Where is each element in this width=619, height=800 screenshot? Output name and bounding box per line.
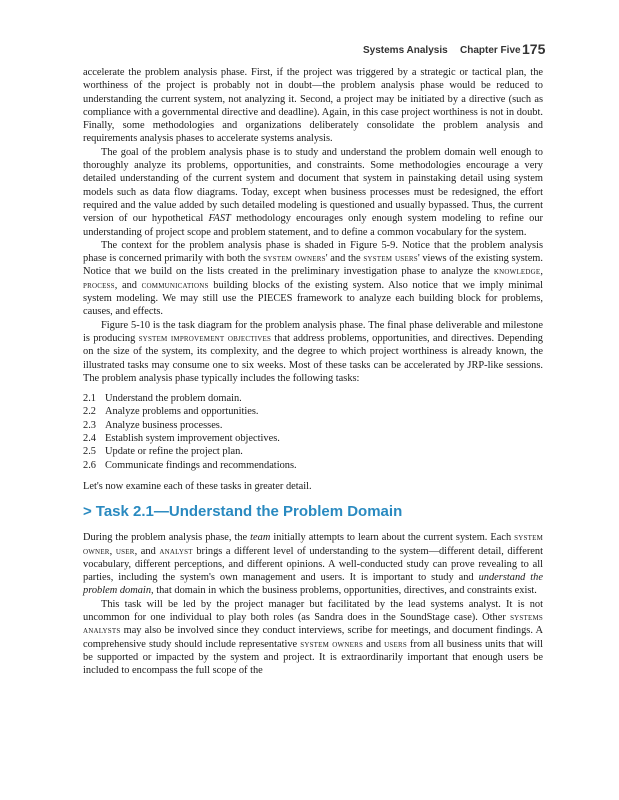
paragraph-5 — [83, 531, 543, 597]
text-run: , and — [114, 279, 142, 291]
paragraph-6 — [83, 598, 543, 678]
heading-text: Task 2.1—Understand the Problem Domain — [95, 503, 403, 521]
text-run: from all business units that will be supported or impacted by the system and project. It is extraordinarily important that enough users be included to encompass the full scope of the — [83, 638, 544, 677]
text-run: , — [109, 545, 116, 557]
page-number: 175 — [522, 41, 546, 57]
text-run: The context for the problem analysis phase is shaded in Figure 5-9. Notice that the problem analysis phase is concerned primarily with both the — [83, 239, 543, 265]
text-run: The goal of the problem analysis phase is to study and understand the problem domain well enough to thoroughly analyze its problems, opportunities, and constraints. Some methodologies encourage a very detailed understanding of the current system and document that system in painstaking detail using system models such as data flow diagrams. Today, except when business processes must be redesigned, the effort required and the value added by such detailed modeling is questioned and usually bypassed. Thus, the current version of our hypothetical — [83, 146, 543, 225]
task-number: 2.3 — [83, 419, 96, 431]
emphasis-problem-domain: understand the problem domain, — [83, 572, 543, 597]
term-analyst: analyst — [159, 545, 193, 557]
paragraph-1: accelerate the problem analysis phase. First, if the project was triggered by a strategic or tactical plan, the worthiness of the project is probably not in doubt—the problem analysis phase would be reduced to understanding the current system, not analyzing it. Second, a project may be initiated by a directive (such as compliance with a governmental directive and deadline). Again, in this case project worthiness is not in doubt. Finally, some methodologies and organizations deliberately consolidate the problem analysis and requirements analysis phases to accelerate systems analysis. — [83, 67, 543, 145]
body-text — [83, 66, 543, 677]
task-number: 2.6 — [83, 459, 96, 471]
text-run: , — [540, 266, 543, 278]
term-process: process — [83, 279, 115, 291]
text-run: , and — [134, 545, 160, 557]
running-header — [0, 41, 546, 60]
text-run: may also be involved since they conduct interviews, scribe for meetings, and document findings. A comprehensive study should include representative — [83, 625, 543, 650]
fast-methodology-name: FAST — [208, 213, 231, 225]
task-list — [83, 392, 543, 472]
term-user: user — [115, 545, 135, 557]
text-run: that address problems, opportunities, and directives. Depending on the size of the system, its complexity, and the degree to which project worthiness is already known, the illustrated tasks may consume one to six weeks. Most of these tasks can be accelerated by JRP-like sessions. The problem analysis phase typically includes the following tasks: — [83, 332, 543, 384]
task-label: Analyze problems and opportunities. — [105, 406, 259, 418]
text-run: building blocks of the existing system. Also notice that we imply minimal system modeling. We may still use the PIECES framework to analyze each building block for problems, causes, and effects. — [83, 279, 544, 318]
term-systems-analysts: systems analysts — [83, 611, 543, 637]
term-knowledge: knowledge — [493, 266, 541, 278]
text-run: and — [363, 638, 385, 650]
header-chapter-title: Chapter Five — [460, 45, 521, 56]
text-run: This task will be led by the project manager but facilitated by the lead systems analyst. It is not uncommon for one individual to play both roles (as Sandra does in the SoundStage case). Other — [83, 598, 543, 623]
task-number: 2.1 — [83, 393, 96, 405]
task-item — [83, 392, 543, 405]
section-heading — [83, 503, 543, 521]
text-run: methodology encourages only enough system modeling to refine our understanding of project scope and problem statement, and to define a common vocabulary for the system. — [83, 213, 543, 238]
term-system-owners: system owners — [263, 253, 326, 265]
text-run: ' views of the existing system. Notice that we build on the lists created in the preliminary investigation phase to analyze the — [83, 253, 543, 278]
term-system-owner: system owner — [83, 532, 543, 557]
term-system-owners: system owners — [300, 638, 364, 650]
paragraph-2 — [83, 146, 543, 239]
header-section-title: Systems Analysis — [363, 45, 448, 56]
text-run: During the problem analysis phase, the — [83, 532, 251, 544]
task-item — [83, 405, 543, 418]
task-item — [83, 432, 543, 445]
task-item — [83, 419, 543, 432]
term-communications: communications — [141, 279, 209, 291]
term-team: team — [250, 532, 271, 544]
heading-arrow-icon: > — [83, 503, 92, 521]
text-run: ' and the — [325, 253, 364, 265]
text-run: brings a different level of understanding to the system—different detail, different vocabulary, different perceptions, and different opinions. A well-conducted study can prove revealing to all parties, including the system's own management and users. It is important to study and — [83, 545, 544, 584]
transition-sentence: Let's now examine each of these tasks in greater detail. — [83, 480, 312, 492]
text-run: Figure 5-10 is the task diagram for the problem analysis phase. The final phase deliverable and milestone is producing — [83, 319, 543, 344]
term-system-users: system users — [363, 253, 418, 265]
task-label: Update or refine the project plan. — [105, 446, 243, 458]
task-label: Understand the problem domain. — [105, 393, 242, 405]
task-label: Analyze business processes. — [105, 419, 223, 431]
term-users: users — [384, 638, 407, 650]
task-label: Establish system improvement objectives. — [105, 433, 280, 445]
task-number: 2.4 — [83, 433, 96, 445]
task-label: Communicate findings and recommendations. — [105, 459, 297, 471]
text-run: that domain in which the business problems, opportunities, directives, and constraints exist. — [153, 585, 537, 597]
paragraph-4 — [83, 319, 543, 385]
term-system-improvement-objectives: system improvement objectives — [138, 332, 272, 344]
task-number: 2.2 — [83, 406, 96, 418]
paragraph-3 — [83, 239, 543, 319]
text-run: initially attempts to learn about the current system. Each — [270, 532, 515, 544]
task-item — [83, 445, 543, 458]
task-item — [83, 459, 543, 472]
task-number: 2.5 — [83, 446, 96, 458]
